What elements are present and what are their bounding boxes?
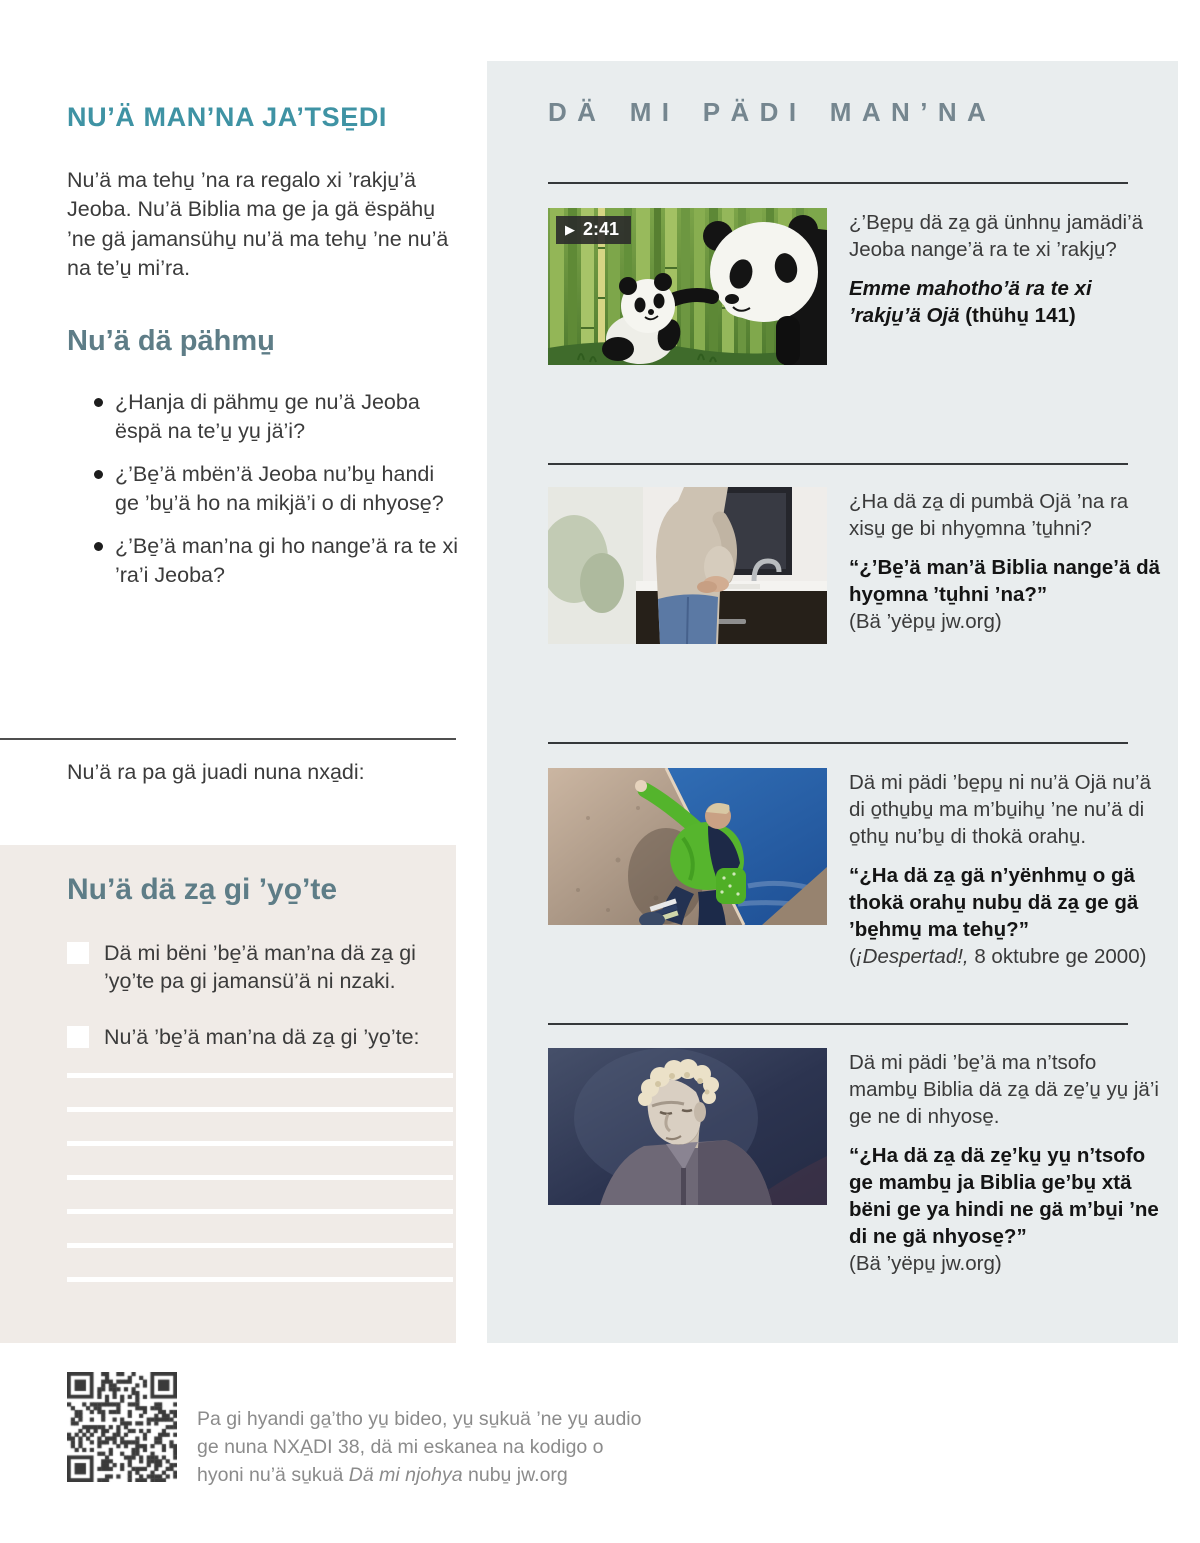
checkbox[interactable]: [67, 1026, 89, 1048]
footer-note: [197, 1406, 649, 1490]
video-duration: 2:41: [583, 219, 620, 239]
article-image: [548, 768, 827, 925]
question: ¿Ha dä za̱ di pumbä Ojä ’na ra xisu̱ ge bi nhyo̱mna ’tu̱hni?: [849, 490, 1129, 541]
divider: [548, 1023, 1128, 1025]
divider: [548, 463, 1128, 465]
page-title: NU’Ä MAN’NA JA’TSE̱DI: [67, 102, 388, 132]
source-text: (: [849, 945, 856, 969]
answer-line[interactable]: [67, 1175, 453, 1180]
source-date: 8 oktubre ge 2000): [968, 945, 1147, 969]
study-question-bullet: ¿’Be̱’ä mbën’ä Jeoba nu’bu̱ handi ge ’bu̱’ä ho na mikjä’i o di nhyose̱?: [67, 460, 463, 517]
checklist-item-label: Nu’ä ’be̱’ä man’na dä za̱ gi ’yo̱’te:: [104, 1024, 420, 1049]
song-number: (thühu̱ 141): [959, 304, 1076, 328]
study-question-bullet: ¿Hanja di pähmu̱ ge nu’ä Jeoba ëspä na te’u̱ yu̱ jä’i?: [67, 388, 463, 445]
question: Dä mi pädi ’be̱pu̱ ni nu’ä Ojä nu’ä di o̱thu̱bu̱ ma m’bu̱ihu̱ ’ne nu’ä di o̱thu̱ nu’bu̱ di thokä orahu̱.: [849, 771, 1151, 849]
footer-booklet-title: Dä mi njohya: [348, 1463, 463, 1486]
article-title: “¿Ha dä za̱ dä ze̱’ku̱ yu̱ n’tsofo ge mambu̱ ja Biblia ge’bu̱ xtä bëni ge ya hindi ne gä m’bu̱i ’ne di ne gä nhyose̱?”: [849, 1144, 1159, 1249]
goal-line: Nu’ä ra pa gä juadi nuna nxa̱di:: [67, 760, 365, 784]
divider: [0, 738, 456, 740]
answer-line[interactable]: [67, 1141, 453, 1146]
footer-text: Pa gi hyandi ga̱’tho yu̱ bideo, yu̱ su̱kuä ’ne yu̱ audio ge nuna NXA̱DI 38, dä mi eskanea na kodigo o hyoni nu’ä su̱kuä: [197, 1408, 642, 1486]
question: Dä mi pädi ’be̱’ä ma n’tsofo mambu̱ Biblia dä za̱ dä ze̱’u̱ yu̱ jä’i ge ne di nhyose̱.: [849, 1051, 1159, 1129]
article-image: [548, 487, 827, 644]
answer-line[interactable]: [67, 1107, 453, 1112]
study-questions-list: [67, 388, 463, 605]
video-thumbnail[interactable]: [548, 208, 827, 365]
review-panel: [487, 61, 1178, 1343]
study-question-bullet: ¿’Be̱’ä man’na gi ho nange’ä ra te xi ’ra’i Jeoba?: [67, 532, 463, 589]
divider: [548, 742, 1128, 744]
section-article-1: [548, 487, 1168, 644]
answer-lines: [67, 1073, 453, 1311]
pregnant-woman-photo: [548, 487, 827, 644]
answer-line[interactable]: [67, 1209, 453, 1214]
article-image: [548, 1048, 827, 1205]
answer-line[interactable]: [67, 1073, 453, 1078]
rock-climber-photo: [548, 768, 827, 925]
apply-heading: Nu’ä dä za̱ gi ’yo̱’te: [67, 873, 338, 906]
qr-code: [67, 1372, 177, 1482]
checklist-item: [67, 1023, 435, 1051]
article-source: [849, 943, 1162, 970]
magazine-title: ¡Despertad!,: [855, 945, 969, 969]
video-duration-badge: [556, 216, 631, 244]
divider: [548, 182, 1128, 184]
intro-paragraph: Nu’ä ma tehu̱ ’na ra regalo xi ’rakju̱’ä Jeoba. Nu’ä Biblia ma ge ja gä ëspähu̱ ’ne gä jamansühu̱ nu’ä ma tehu̱ ’ne nu’ä na te’u̱ mi’ra.: [67, 168, 449, 281]
section-article-3: [548, 1048, 1168, 1277]
article-source: (Bä ’yëpu̱ jw.org): [849, 610, 1002, 634]
learn-heading: Nu’ä dä pähmu̱: [67, 325, 275, 357]
checklist-item: [67, 939, 435, 996]
panel-heading: DÄ MI PÄDI MAN’NA: [548, 97, 997, 127]
article-title: “¿Ha dä za̱ gä n’yënhmu̱ o gä thokä orahu̱ nubu̱ dä za̱ ge gä ’be̱hmu̱ ma tehu̱?”: [849, 864, 1139, 942]
sad-man-illustration: [548, 1048, 827, 1205]
footer-text-end: nubu̱ jw.org: [462, 1463, 568, 1486]
checklist-item-label: Dä mi bëni ’be̱’ä man’na dä za̱ gi ’yo̱’te pa gi jamansü’ä ni nzaki.: [104, 941, 416, 994]
song-reference: [849, 275, 1162, 329]
section-article-2: [548, 768, 1168, 970]
article-title: “¿’Be̱’ä man’ä Biblia nange’ä dä hyo̱mna ’tu̱hni ’na?”: [849, 556, 1161, 607]
section-video: [548, 208, 1168, 365]
answer-line[interactable]: [67, 1243, 453, 1248]
article-source: (Bä ’yëpu̱ jw.org): [849, 1252, 1002, 1276]
answer-line[interactable]: [67, 1277, 453, 1282]
apply-box: [0, 845, 456, 1343]
play-icon: ▶: [565, 222, 575, 237]
song-title: Emme mahotho’ä ra te xi ’rakju̱’ä Ojä: [849, 277, 1092, 328]
checkbox[interactable]: [67, 942, 89, 964]
checklist: [67, 939, 435, 1078]
question: ¿’Be̱pu̱ dä za̱ gä ünhnu̱ jamädi’ä Jeoba nange’ä ra te xi ’rakju̱?: [849, 211, 1144, 262]
